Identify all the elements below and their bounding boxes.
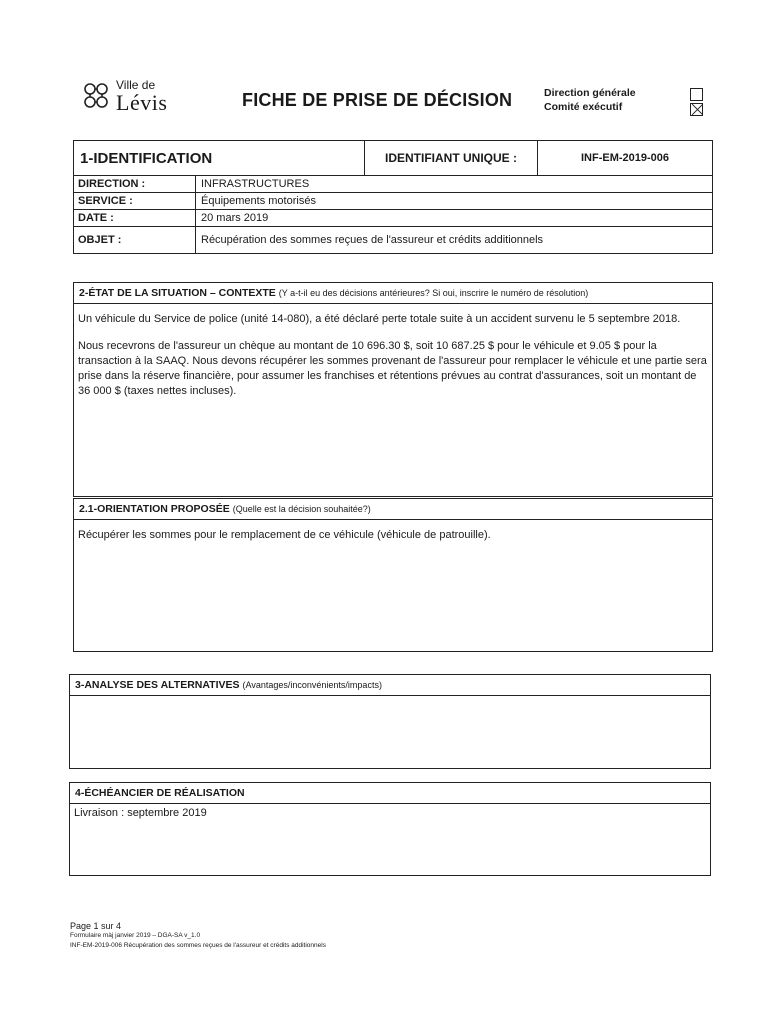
direction-generale-checkbox[interactable] [690, 88, 703, 101]
row-value: INFRASTRUCTURES [201, 178, 310, 190]
identification-header [74, 141, 712, 176]
section-body [74, 304, 712, 399]
section-title: 2-ÉTAT DE LA SITUATION – CONTEXTE [79, 287, 276, 299]
logo-city-name: Lévis [116, 90, 168, 115]
alternatives-analysis-section [69, 674, 711, 769]
context-paragraph: Nous recevrons de l'assureur un chèque au montant de 10 696.30 $, soit 10 687.25 $ pour le véhicule et 9.05 $ pour la transaction à la SAAQ. Nous devons récupérer les sommes provenant de l'assureur pour remplacer le véhicule et une partie sera prise dans la réserve financière, pour assumer les franchises et rétentions prévues au contrat d'assurances, soit un montant de 36 000 $ (taxes nettes incluses). [78, 340, 707, 397]
proposed-orientation-section [73, 498, 713, 652]
identification-row-direction [74, 176, 712, 193]
identification-row-date [74, 210, 712, 227]
routing-labels [544, 86, 636, 114]
page-number: Page 1 sur 4 [70, 921, 122, 931]
row-key: OBJET : [74, 227, 196, 253]
identification-row-objet [74, 227, 712, 253]
page-footer [70, 921, 326, 951]
section-body [74, 520, 712, 543]
row-key: DIRECTION : [74, 176, 196, 192]
section-title: 4-ÉCHÉANCIER DE RÉALISATION [75, 787, 245, 799]
section-note: (Quelle est la décision souhaitée?) [232, 504, 371, 514]
section-header [70, 675, 710, 696]
schedule-text: Livraison : septembre 2019 [74, 807, 207, 819]
identification-row-service [74, 193, 712, 210]
row-key: SERVICE : [74, 193, 196, 209]
unique-id-value: INF-EM-2019-006 [580, 152, 670, 164]
form-version: Formulaire màj janvier 2019 – DGA-SA v_1.0 [70, 932, 201, 939]
section-note: (Y a-t-il eu des décisions antérieures? Si oui, inscrire le numéro de résolution) [278, 288, 589, 298]
section-title: 3-ANALYSE DES ALTERNATIVES [75, 679, 240, 691]
situation-context-section [73, 282, 713, 497]
orientation-text: Récupérer les sommes pour le remplacement de ce véhicule (véhicule de patrouille). [78, 529, 491, 541]
form-title: FICHE DE PRISE DE DÉCISION [242, 90, 513, 110]
routing-comite-executif-label: Comité exécutif [544, 101, 623, 113]
row-value: Équipements motorisés [201, 195, 316, 207]
section-body [70, 804, 710, 821]
identification-table [73, 140, 713, 254]
section-header [74, 499, 712, 520]
section-note: (Avantages/inconvénients/impacts) [242, 680, 382, 690]
identification-title: 1-IDENTIFICATION [74, 141, 365, 175]
section-title: 2.1-ORIENTATION PROPOSÉE [79, 503, 230, 515]
logo-city-prefix: Ville de [116, 78, 156, 92]
file-reference: INF-EM-2019-006 Récupération des sommes reçues de l'assureur et crédits additionnels [70, 942, 326, 949]
section-header [70, 783, 710, 804]
section-header [74, 283, 712, 304]
city-logo [80, 78, 190, 118]
comite-executif-checkbox[interactable] [690, 103, 703, 116]
row-key: DATE : [74, 210, 196, 226]
row-value: Récupération des sommes reçues de l'assureur et crédits additionnels [201, 234, 544, 246]
routing-direction-generale-label: Direction générale [544, 87, 636, 99]
row-value: 20 mars 2019 [201, 212, 269, 224]
schedule-section [69, 782, 711, 876]
section-body [70, 696, 710, 704]
city-emblem-icon [80, 80, 114, 114]
context-paragraph: Un véhicule du Service de police (unité 14-080), a été déclaré perte totale suite à un accident survenu le 5 septembre 2018. [78, 313, 681, 325]
unique-id-label: IDENTIFIANT UNIQUE : [365, 141, 538, 175]
